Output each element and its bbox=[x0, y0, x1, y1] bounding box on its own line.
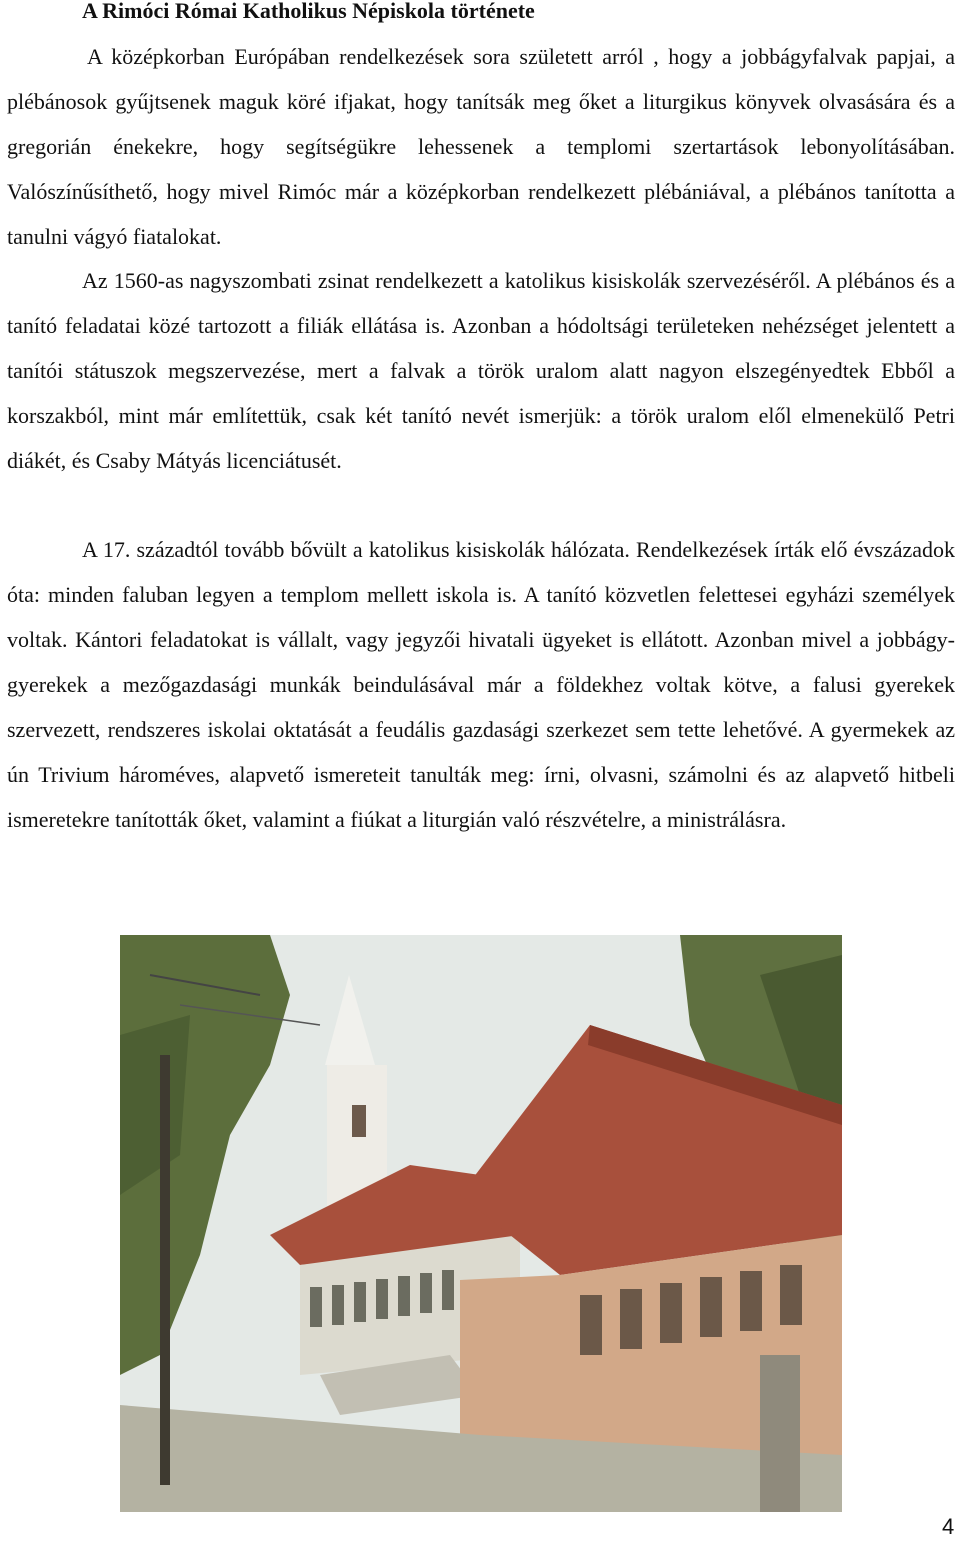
page-number: 4 bbox=[942, 1514, 955, 1539]
tree-trunk bbox=[160, 1055, 170, 1485]
school-photo bbox=[120, 935, 842, 1512]
document-title: A Rimóci Római Katholikus Népiskola története bbox=[82, 0, 535, 23]
school-building-illustration bbox=[120, 935, 842, 1512]
paragraph-2: Az 1560-as nagyszombati zsinat rendelkezett a katolikus kisiskolák szervezéséről. A plébános és a tanító feladatai közé tartozott a filiák ellátása is. Azonban a hódoltsági területeken nehézséget jelentett a tanítói státuszok megszervezése, mert a falvak a török uralom alatt nagyon elszegényedtek Ebből a korszakból, mint már említettük, csak két tanító nevét ismerjük: a török uralom elől elmenekülő Petri diákét, és Csaby Mátyás licenciátusét. bbox=[7, 268, 955, 473]
tower-window bbox=[352, 1105, 366, 1137]
paragraph-1: A középkorban Európában rendelkezések sora született arról , hogy a jobbágyfalvak papjai, a plébánosok gyűjtsenek maguk köré ifjakat, hogy tanítsák meg őket a liturgikus könyvek olvasására és a gregorián énekekre, hogy segítségükre lehessenek a templomi szertartások lebonyolításában. Valószínűsíthető, hogy mivel Rimóc már a középkorban rendelkezett plébániával, a plébános tanította a tanulni vágyó fiatalokat. bbox=[7, 44, 955, 249]
paragraph-3: A 17. századtól tovább bővült a katolikus kisiskolák hálózata. Rendelkezések írták elő évszázadok óta: minden faluban legyen a templom mellett iskola is. A tanító közvetlen felettesei egyházi személyek voltak. Kántori feladatokat is vállalt, vagy jegyzői hivatali ügyeket is ellátott. Azonban mivel a jobbágy-gyerekek a mezőgazdasági munkák beindulásával már a földekhez voltak kötve, a falusi gyerekek szervezett, rendszeres iskolai oktatását a feudális gazdasági szerkezet sem tette lehetővé. A gyermekek az ún Trivium hároméves, alapvető ismereteit tanulták meg: írni, olvasni, számolni és az alapvető hitbeli ismeretekre tanították őket, valamint a fiúkat a liturgián való részvételre, a ministrálásra. bbox=[7, 537, 955, 832]
